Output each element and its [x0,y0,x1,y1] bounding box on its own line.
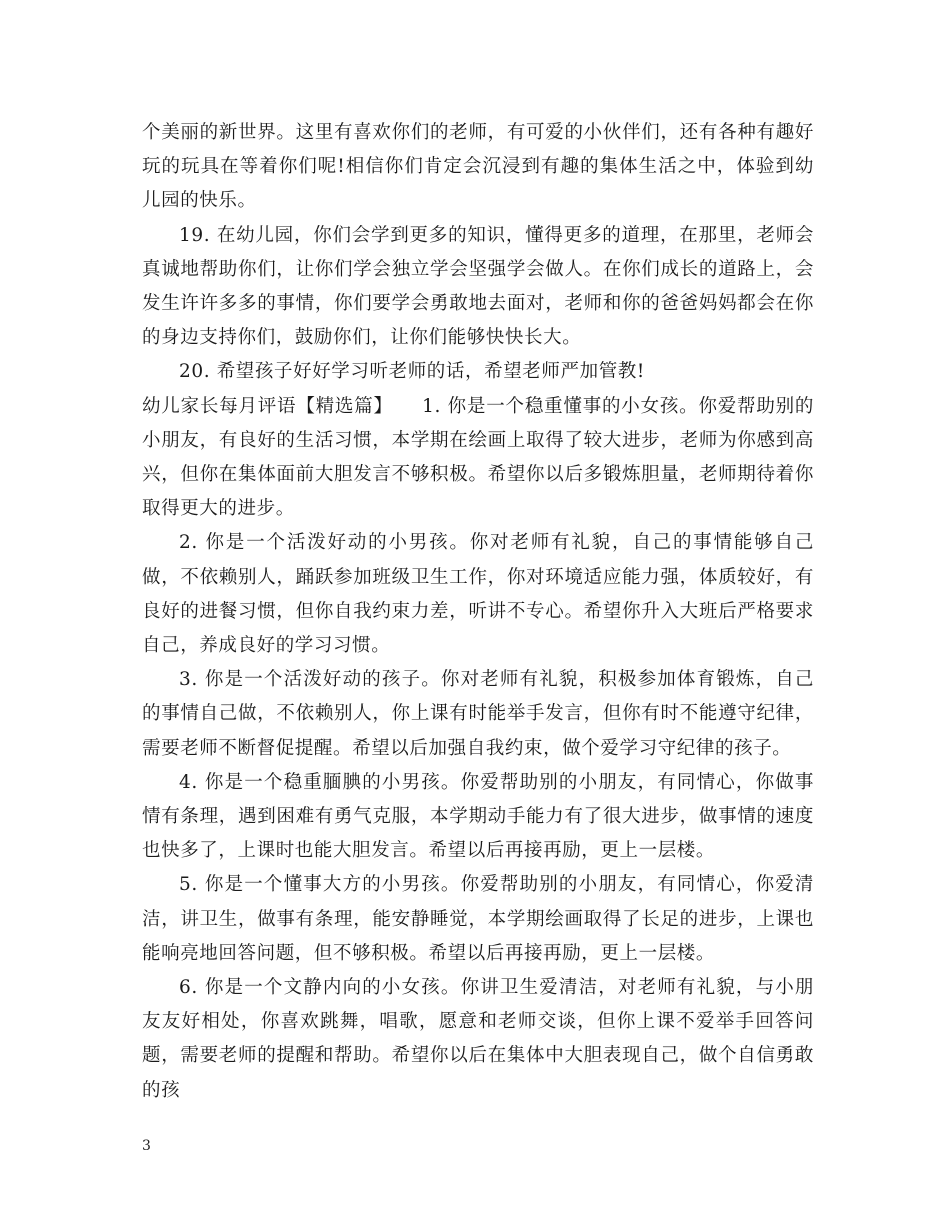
paragraph-19: 19. 在幼儿园，你们会学到更多的知识，懂得更多的道理，在那里，老师会真诚地帮助你们，让你们学会独立学会坚强学会做人。在你们成长的道路上，会发生许许多多的事情，你们要学会勇敢地去面对，老师和你的爸爸妈妈都会在你的身边支持你们，鼓励你们，让你们能够快快长大。 [142,224,814,349]
paragraph-item-5: 5. 你是一个懂事大方的小男孩。你爱帮助别的小朋友，有同情心，你爱清洁，讲卫生，做事有条理，能安静睡觉，本学期绘画取得了长足的进步，上课也能响亮地回答问题，但不够积极。希望以后再接再励，更上一层楼。 [142,874,814,964]
document-body [142,116,814,1108]
paragraph-section-heading-item-1: 幼儿家长每月评语【精选篇】 1. 你是一个稳重懂事的小女孩。你爱帮助别的小朋友，有良好的生活习惯，本学期在绘画上取得了较大进步，老师为你感到高兴，但你在集体面前大胆发言不够积极。希望你以后多锻炼胆量，老师期待着你取得更大的进步。 [142,395,814,520]
paragraph-continuation: 个美丽的新世界。这里有喜欢你们的老师，有可爱的小伙伴们，还有各种有趣好玩的玩具在等着你们呢!相信你们肯定会沉浸到有趣的集体生活之中，体验到幼儿园的快乐。 [142,122,814,212]
paragraph-item-3: 3. 你是一个活泼好动的孩子。你对老师有礼貌，积极参加体育锻炼，自己的事情自己做，不依赖别人，你上课有时能举手发言，但你有时不能遵守纪律，需要老师不断督促提醒。希望以后加强自我约束，做个爱学习守纪律的孩子。 [142,669,814,759]
paragraph-20: 20. 希望孩子好好学习听老师的话，希望老师严加管教! [179,361,645,383]
paragraph-item-6: 6. 你是一个文静内向的小女孩。你讲卫生爱清洁，对老师有礼貌，与小朋友友好相处，你喜欢跳舞，唱歌，愿意和老师交谈，但你上课不爱举手回答问题，需要老师的提醒和帮助。希望你以后在集体中大胆表现自己，做个自信勇敢的孩 [142,977,814,1101]
page-number: 3 [142,1138,151,1154]
paragraph-item-2: 2. 你是一个活泼好动的小男孩。你对老师有礼貌，自己的事情能够自己做，不依赖别人，踊跃参加班级卫生工作，你对环境适应能力强，体质较好，有良好的进餐习惯，但你自我约束力差，听讲不专心。希望你升入大班后严格要求自己，养成良好的学习习惯。 [142,532,814,657]
paragraph-item-4: 4. 你是一个稳重腼腆的小男孩。你爱帮助别的小朋友，有同情心，你做事情有条理，遇到困难有勇气克服，本学期动手能力有了很大进步，做事情的速度也快多了，上课时也能大胆发言。希望以后再接再励，更上一层楼。 [142,771,814,862]
